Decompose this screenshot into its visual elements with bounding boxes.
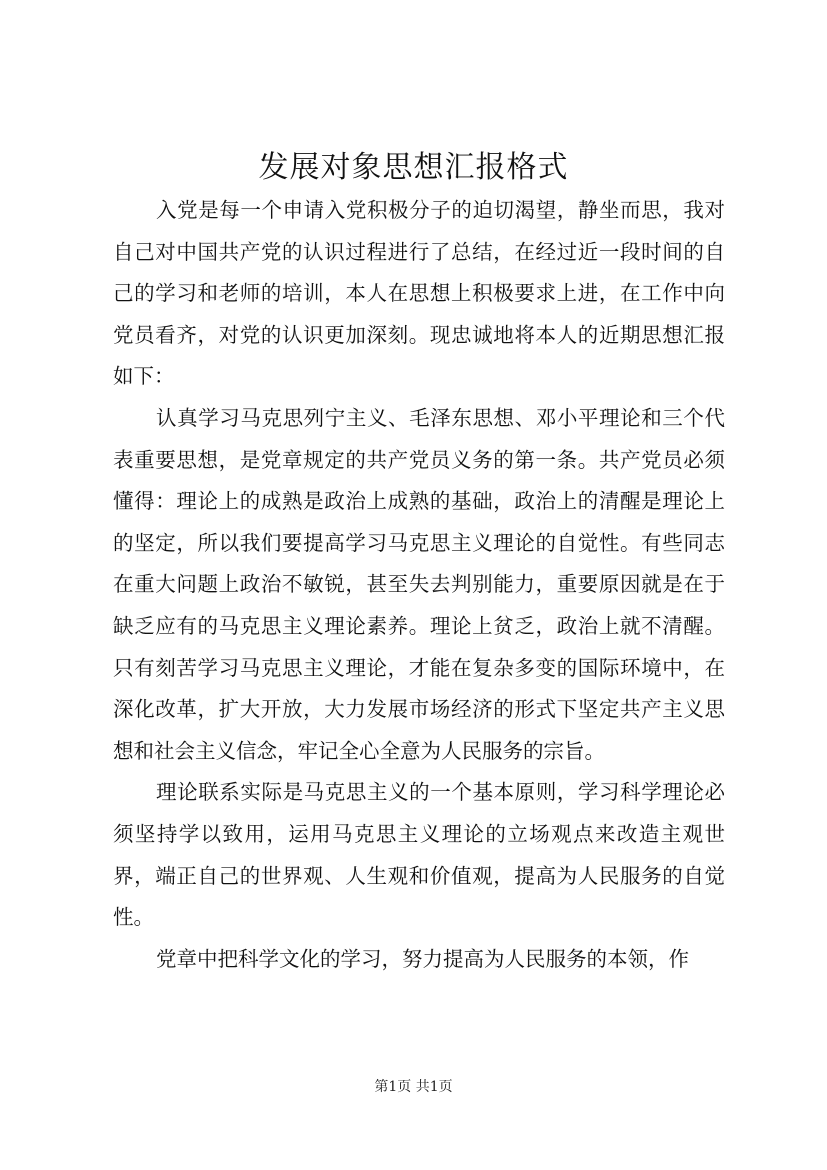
paragraph-3: 理论联系实际是马克思主义的一个基本原则，学习科学理论必须坚持学以致用，运用马克思主义理论的立场观点来改造主观世界，端正自己的世界观、人生观和价值观，提高为人民服务的自觉性。 bbox=[113, 780, 725, 930]
document-body bbox=[113, 190, 725, 980]
document-title: 发展对象思想汇报格式 bbox=[258, 150, 569, 185]
paragraph-4: 党章中把科学文化的学习，努力提高为人民服务的本领，作 bbox=[156, 946, 689, 971]
page-footer: 第1页 共1页 bbox=[374, 1079, 453, 1095]
paragraph-1: 入党是每一个申请入党积极分子的迫切渴望，静坐而思，我对自己对中国共产党的认识过程进行了总结，在经过近一段时间的自己的学习和老师的培训，本人在思想上积极要求上进，在工作中向党员看齐，对党的认识更加深刻。现忠诚地将本人的近期思想汇报如下： bbox=[113, 198, 725, 389]
paragraph-2: 认真学习马克思列宁主义、毛泽东思想、邓小平理论和三个代表重要思想，是党章规定的共产党员义务的第一条。共产党员必须懂得：理论上的成熟是政治上成熟的基础，政治上的清醒是理论上的坚定，所以我们要提高学习马克思主义理论的自觉性。有些同志在重大问题上政治不敏锐，甚至失去判别能力，重要原因就是在于缺乏应有的马克思主义理论素养。理论上贫乏，政治上就不清醒。只有刻苦学习马克思主义理论，才能在复杂多变的国际环境中，在深化改革，扩大开放，大力发展市场经济的形式下坚定共产主义思想和社会主义信念，牢记全心全意为人民服务的宗旨。 bbox=[113, 405, 725, 763]
